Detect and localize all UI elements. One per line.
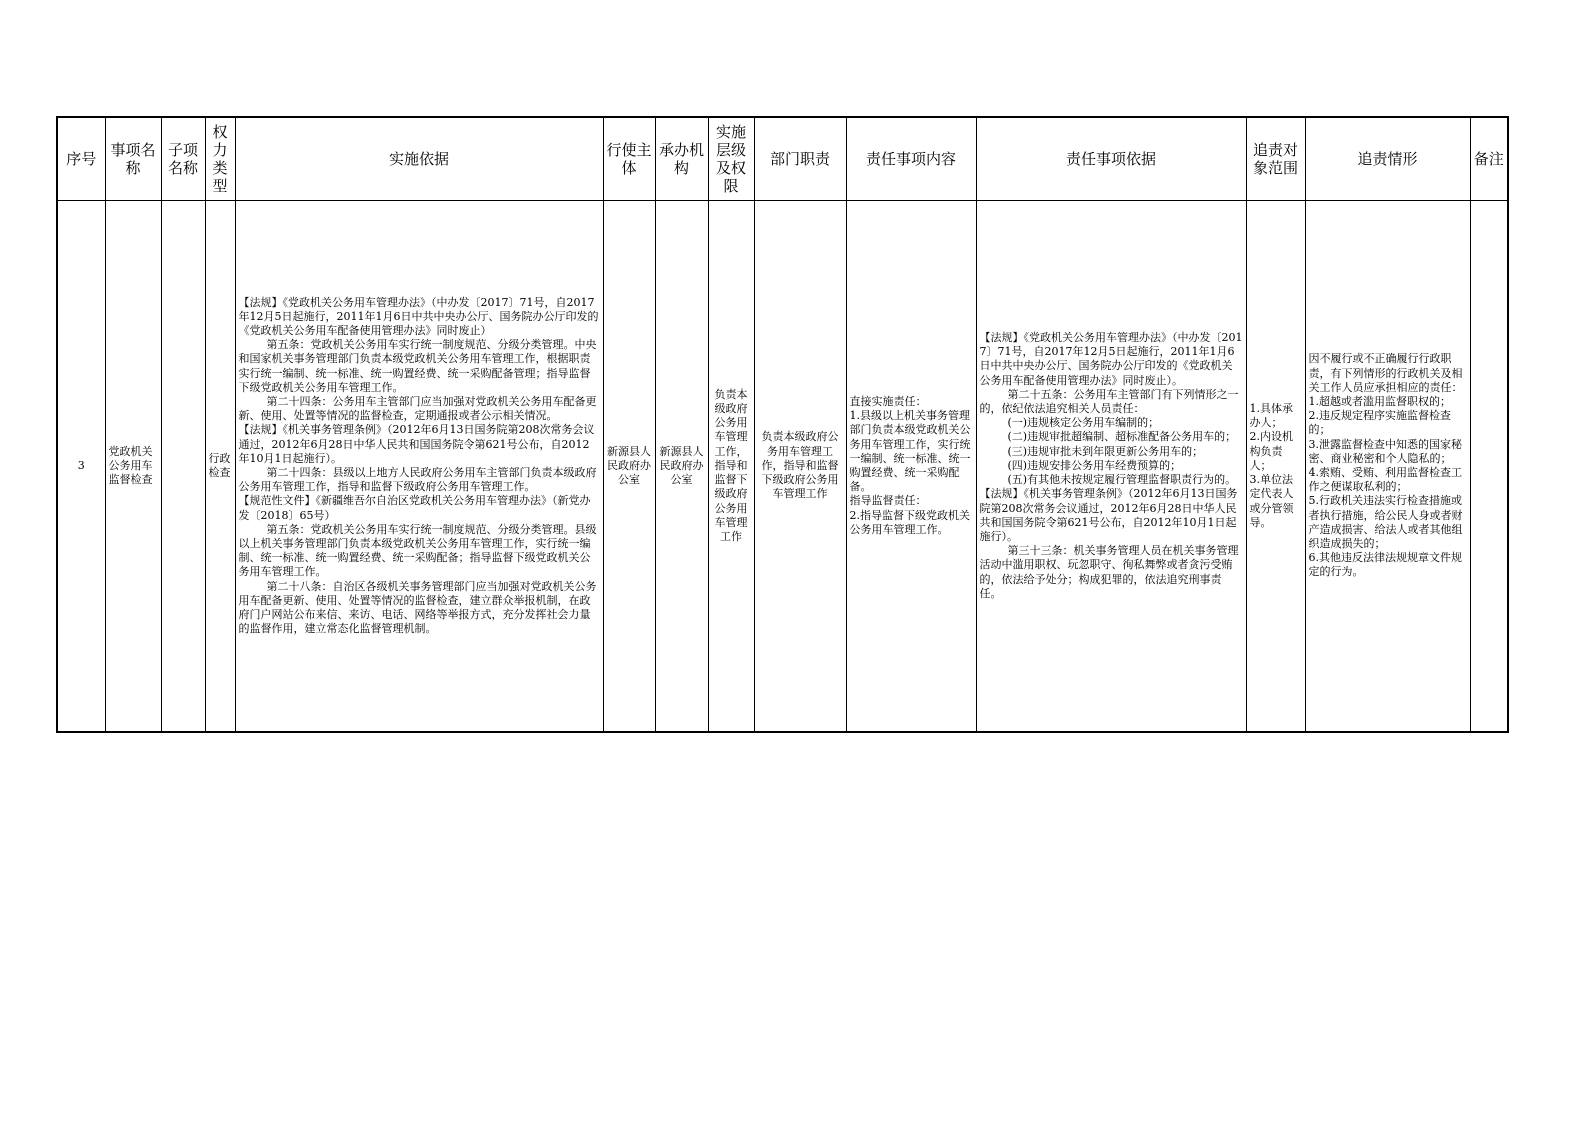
header-accountability-cases: 追责情形 — [1305, 117, 1470, 201]
header-dept-duty: 部门职责 — [754, 117, 846, 201]
header-seq: 序号 — [57, 117, 105, 201]
header-subject: 行使主体 — [603, 117, 655, 201]
table-row — [57, 201, 1508, 733]
cell-dept-duty: 负责本级政府公务用车管理工作，指导和监督下级政府公务用车管理工作 — [754, 201, 846, 733]
header-agency: 承办机构 — [655, 117, 708, 201]
header-resp-content: 责任事项内容 — [846, 117, 976, 201]
cell-agency: 新源县人民政府办公室 — [655, 201, 708, 733]
cell-resp-basis: 【法规】《党政机关公务用车管理办法》（中办发〔2017〕71号，自2017年12月5日起施行，2011年1月6日中共中央办公厅、国务院办公厅印发的《党政机关公务用车配备使用管理办法》同时废止）。 第二十五条：公务用车主管部门有下列情形之一的，依纪依法追究相关人员责任： (一)违规核定公务用车编制的； (二)违规审批超编制、超标准配备公务用车的； (三)违规审批未到年限更新公务用车的； (四)违规安排公务用车经费预算的； (五)有其他未按规定履行管理监督职责行为的。 【法规】《机关事务管理条例》（2012年6月13日国务院第208次常务会议通过，2012年6月28日中华人民共和国国务院令第621号公布，自2012年10月1日起施行）。 第三十三条：机关事务管理人员在机关事务管理活动中滥用职权、玩忽职守、徇私舞弊或者贪污受贿的，依法给予处分；构成犯罪的，依法追究刑事责任。 — [976, 201, 1246, 733]
header-item-name: 事项名称 — [105, 117, 161, 201]
header-power-type: 权力类型 — [205, 117, 235, 201]
cell-accountability-cases: 因不履行或不正确履行行政职责，有下列情形的行政机关及相关工作人员应承担相应的责任： 1.超越或者滥用监督职权的； 2.违反规定程序实施监督检查的； 3.泄露监督检查中知悉的国家秘密、商业秘密和个人隐私的； 4.索贿、受贿、利用监督检查工作之便谋取私利的； 5.行政机关违法实行检查措施或者执行措施，给公民人身或者财产造成损害、给法人或者其他组织造成损失的； 6.其他违反法律法规规章文件规定的行为。 — [1305, 201, 1470, 733]
power-list-table — [56, 116, 1509, 733]
cell-basis: 【法规】《党政机关公务用车管理办法》（中办发〔2017〕71号，自2017年12月5日起施行，2011年1月6日中共中央办公厅、国务院办公厅印发的《党政机关公务用车配备使用管理办法》同时废止） 第五条：党政机关公务用车实行统一制度规范、分级分类管理。中央和国家机关事务管理部门负责本级党政机关公务用车管理工作，根据职责实行统一编制、统一标准、统一购置经费、统一采购配备管理；指导监督下级党政机关公务用车管理工作。 第二十四条：公务用车主管部门应当加强对党政机关公务用车配备更新、使用、处置等情况的监督检查，定期通报或者公示相关情况。 【法规】《机关事务管理条例》（2012年6月13日国务院第208次常务会议通过，2012年6月28日中华人民共和国国务院令第621号公布，自2012年10月1日起施行）。 第二十四条：县级以上地方人民政府公务用车主管部门负责本级政府公务用车管理工作，指导和监督下级政府公务用车管理工作。 【规范性文件】《新疆维吾尔自治区党政机关公务用车管理办法》（新党办发〔2018〕65号） 第五条：党政机关公务用车实行统一制度规范、分级分类管理。县级以上机关事务管理部门负责本级党政机关公务用车管理工作，实行统一编制、统一标准、统一购置经费、统一采购配备；指导监督下级党政机关公务用车管理工作。 第二十八条：自治区各级机关事务管理部门应当加强对党政机关公务用车配备更新、使用、处置等情况的监督检查，建立群众举报机制，在政府门户网站公布来信、来访、电话、网络等举报方式，充分发挥社会力量的监督作用，建立常态化监督管理机制。 — [235, 201, 603, 733]
cell-seq: 3 — [57, 201, 105, 733]
cell-accountability-scope: 1.具体承办人； 2.内设机构负责人； 3.单位法定代表人或分管领导。 — [1246, 201, 1305, 733]
header-level: 实施层级及权限 — [708, 117, 754, 201]
header-basis: 实施依据 — [235, 117, 603, 201]
header-resp-basis: 责任事项依据 — [976, 117, 1246, 201]
header-row — [57, 117, 1508, 201]
header-accountability-scope: 追责对象范围 — [1246, 117, 1305, 201]
header-remarks: 备注 — [1470, 117, 1508, 201]
cell-remarks — [1470, 201, 1508, 733]
cell-level: 负责本级政府公务用车管理工作，指导和监督下级政府公务用车管理工作 — [708, 201, 754, 733]
cell-item-name: 党政机关公务用车监督检查 — [105, 201, 161, 733]
cell-power-type: 行政检查 — [205, 201, 235, 733]
cell-sub-item-name — [161, 201, 205, 733]
header-sub-item-name: 子项名称 — [161, 117, 205, 201]
cell-resp-content: 直接实施责任： 1.县级以上机关事务管理部门负责本级党政机关公务用车管理工作，实行统一编制、统一标准、统一购置经费、统一采购配备。 指导监督责任： 2.指导监督下级党政机关公务用车管理工作。 — [846, 201, 976, 733]
cell-subject: 新源县人民政府办公室 — [603, 201, 655, 733]
